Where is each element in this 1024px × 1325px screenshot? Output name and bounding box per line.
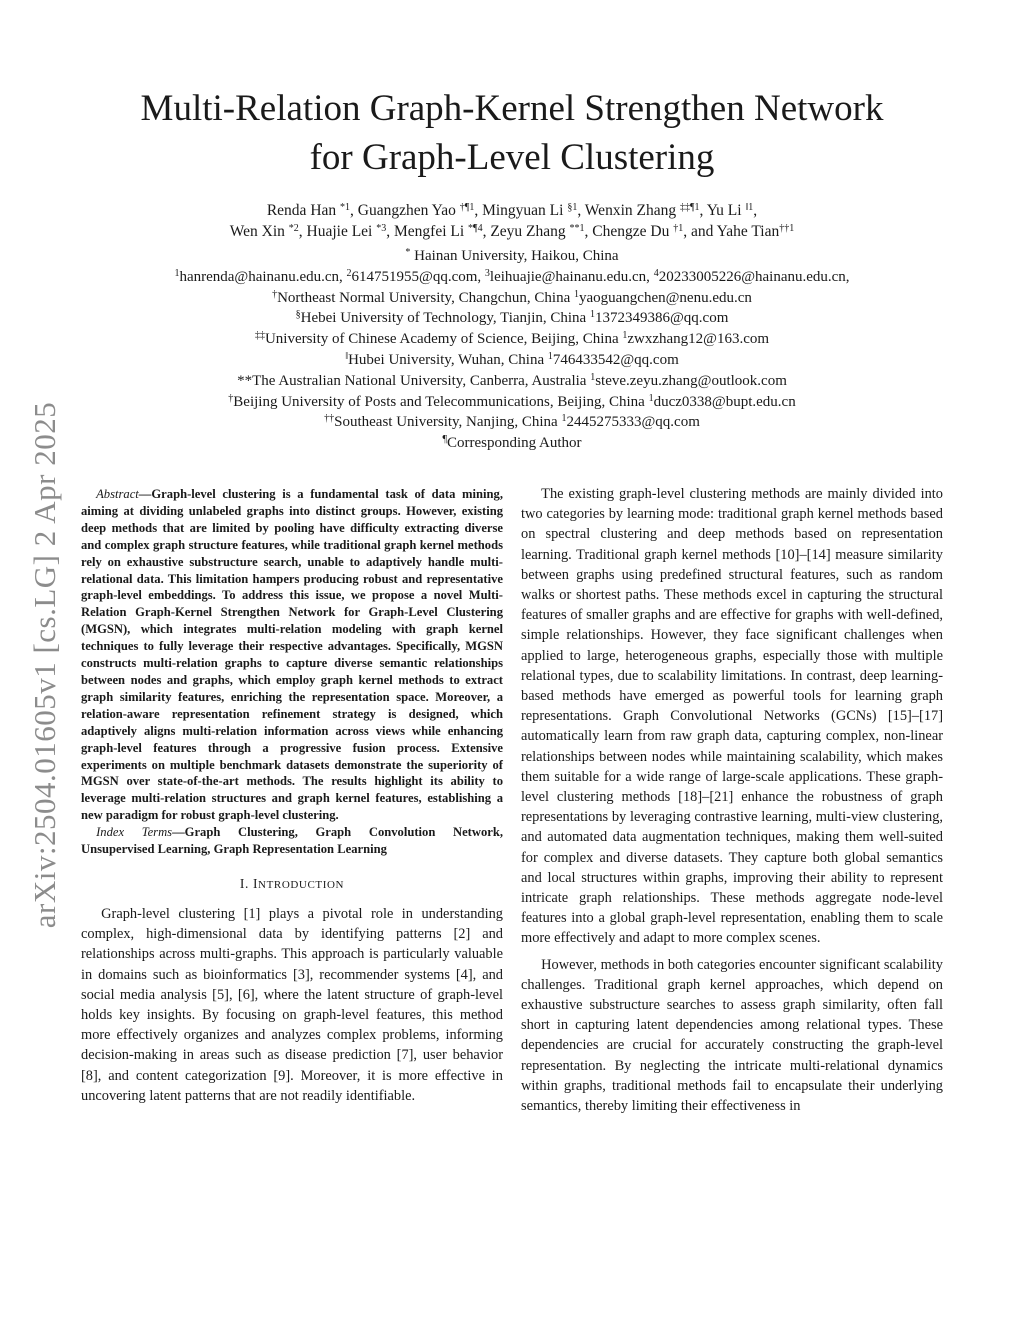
affiliation-text: Southeast University, Nanjing, China — [334, 414, 562, 431]
corresponding-author-note — [80, 433, 944, 454]
author-name: , Mengfei Li — [386, 223, 469, 240]
right-column — [521, 484, 943, 1116]
affiliation-text: Corresponding Author — [446, 435, 582, 452]
email-line-hainan — [80, 267, 944, 288]
email-mark: 1 — [174, 267, 180, 279]
author-mark: *3 — [376, 223, 387, 234]
email-text: yaoguangchen@nenu.edu.cn — [578, 289, 752, 306]
author-mark: *¶4 — [468, 223, 483, 234]
affiliation-text: University of Chinese Academy of Science, Beijing, China — [264, 331, 623, 348]
email-text: 20233005226@hainanu.edu.cn, — [658, 268, 850, 285]
email-text: hanrenda@hainanu.edu.cn, — [179, 268, 347, 285]
author-mark: ††1 — [779, 223, 795, 234]
author-name: , Mingyuan Li — [474, 202, 568, 219]
author-name: Wen Xin — [229, 223, 289, 240]
paper-title-line-1: Multi-Relation Graph-Kernel Strengthen Network — [140, 88, 884, 129]
affiliation-mark: * — [405, 247, 411, 258]
email-mark: 2 — [346, 267, 352, 279]
email-mark: 1 — [547, 350, 553, 362]
affiliation-hubu — [80, 350, 944, 371]
email-mark: 1 — [573, 288, 579, 300]
email-mark: 4 — [653, 267, 659, 279]
author-mark: §1 — [567, 202, 578, 213]
affiliation-mark: ‡‡ — [254, 330, 265, 342]
email-mark: 3 — [484, 267, 490, 279]
index-terms-text: —Graph Clustering, Graph Convolution Network, Unsupervised Learning, Graph Representation Learning — [81, 825, 504, 857]
affiliation-anu — [80, 371, 944, 392]
affiliation-mark: § — [295, 309, 301, 321]
author-mark: ‡‡¶1 — [679, 202, 700, 213]
email-text: 746433542@qq.com — [552, 351, 679, 368]
affiliation-seu — [80, 412, 944, 433]
affiliation-list — [80, 246, 944, 454]
author-separator: , — [753, 202, 758, 219]
section-heading-introduction — [81, 876, 503, 892]
affiliation-hebut — [80, 308, 944, 329]
affiliation-mark: † — [272, 288, 278, 300]
abstract — [81, 486, 503, 824]
author-mark: *1 — [340, 202, 351, 213]
email-mark: 1 — [622, 330, 628, 342]
affiliation-mark: †† — [324, 413, 335, 425]
author-line-2 — [80, 221, 944, 242]
paper-title — [80, 84, 944, 182]
author-name: Renda Han — [266, 202, 341, 219]
paper-title-line-2: for Graph-Level Clustering — [309, 137, 715, 178]
author-name: , Yu Li — [699, 202, 746, 219]
author-name: , Chengze Du — [584, 223, 674, 240]
author-mark: †1 — [673, 223, 684, 234]
affiliation-text: Hubei University, Wuhan, China — [348, 351, 548, 368]
affiliation-ucas — [80, 329, 944, 350]
email-text: 1372349386@qq.com — [594, 310, 729, 327]
abstract-text: —Graph-level clustering is a fundamental task of data mining, aiming at dividing unlabeled graphs into distinct groups. However, existing deep methods that are limited by pooling have difficulty extracting diverse and complex graph structure features, while traditional graph kernel methods rely on exhaustive substructure search, unable to adaptively handle multi-relational data. This limitation hampers producing robust and representative graph-level embeddings. To address this issue, we propose a novel Multi-Relation Graph-Kernel Strengthen Network for Graph-Level Clustering (MGSN), which integrates multi-relation modeling with graph kernel techniques to fully leverage their respective advantages. Specifically, MGSN constructs multi-relation graphs to capture diverse semantic relationships between nodes and graphs, which employ graph kernel methods to extract graph similarity features, enriching the representation space. Moreover, a relation-aware representation refinement strategy is designed, which adaptively aligns multi-relation information across views while enhancing graph-level features through a progressive fusion process. Extensive experiments on multiple benchmark datasets demonstrate the superiority of MGSN over state-of-the-art methods. The results highlight its ability to leverage multi-relation structures and graph kernel features, establishing a new paradigm for robust graph-level clustering. — [81, 487, 503, 823]
email-text: steve.zeyu.zhang@outlook.com — [595, 372, 787, 389]
abstract-label: Abstract — [96, 487, 139, 501]
affiliation-text: Hebei University of Technology, Tianjin, China — [300, 310, 590, 327]
intro-paragraph-2: The existing graph-level clustering methods are mainly divided into two categories by learning mode: traditional graph kernel methods based on spectral clustering and deep methods based on representation learning. Traditional graph kernel methods [10]–[14] measure similarity between graphs using predefined structural features, such as random walks or shortest paths. These methods excel in capturing the structural features of smaller graphs and are effective for graphs with well-defined, simple relationships. However, they face significant challenges when applied to large, heterogeneous graphs, especially those with multiple relational types, due to scalability limitations. In contrast, deep learning-based methods have emerged as powerful tools for learning graph representations. Graph Convolutional Networks (GCNs) [15]–[17] automatically learn from raw graph data, capturing complex, non-linear relationships between nodes while maintaining scalability, which makes them suitable for a wide range of large-scale applications. These graph-level clustering methods [18]–[21] enhance the robustness of graph representations by leveraging contrastive learning, multi-view clustering, and automated data augmentation techniques, making them well-suited for complex and diverse datasets. They capture both global semantics and local structures within graphs, improving their ability to represent intricate graph relationships. These methods aggregate node-level features into a global graph-level representation, enabling them to scale more effectively and adapt to more complex scenes. — [521, 486, 943, 947]
author-mark: ‖1 — [745, 202, 754, 213]
affiliation-hainan — [80, 246, 944, 267]
section-title-rest: NTRODUCTION — [258, 878, 345, 891]
email-text: leihuajie@hainanu.edu.cn, — [489, 268, 654, 285]
author-mark: **1 — [569, 223, 585, 234]
intro-paragraph-3: However, methods in both categories encounter significant scalability challenges. Traditional graph kernel approaches, which depend on exhaustive substructure searches to assess graph similarity, often fall short in capturing latent dependencies among relational types. These dependencies are crucial for accurately constructing the graph-level representation. By neglecting the intricate multi-relational dynamics within graphs, traditional methods fail to encapsulate their underlying semantics, thereby limiting their effectiveness in — [521, 956, 943, 1115]
author-name: , and Yahe Tian — [683, 223, 780, 240]
author-line-1 — [80, 200, 944, 221]
email-mark: 1 — [590, 371, 596, 383]
affiliation-text: The Australian National University, Canberra, Australia — [252, 372, 591, 389]
affiliation-mark: ‖ — [345, 350, 349, 362]
affiliation-mark: † — [228, 392, 234, 404]
author-name: , Zeyu Zhang — [482, 223, 570, 240]
affiliation-text: Beijing University of Posts and Telecommunications, Beijing, China — [233, 393, 649, 410]
author-list — [80, 200, 944, 242]
author-name: , Guangzhen Yao — [350, 202, 460, 219]
email-mark: 1 — [589, 309, 595, 321]
email-text: zwxzhang12@163.com — [627, 331, 770, 348]
author-mark: *2 — [288, 223, 299, 234]
email-mark: 1 — [561, 413, 567, 425]
author-mark: †¶1 — [459, 202, 475, 213]
email-text: 2445275333@qq.com — [566, 414, 700, 431]
affiliation-text: Hainan University, Haikou, China — [410, 248, 619, 264]
section-numeral: I. — [239, 875, 253, 891]
affiliation-mark: ** — [237, 372, 253, 389]
section-title-initial: I — [252, 875, 259, 891]
email-text: ducz0338@bupt.edu.cn — [653, 393, 796, 410]
author-name: , Huajie Lei — [298, 223, 377, 240]
affiliation-nenu — [80, 288, 944, 309]
email-mark: 1 — [648, 392, 654, 404]
affiliation-mark: ¶ — [442, 434, 447, 446]
left-column — [81, 486, 503, 1106]
index-terms — [81, 824, 503, 858]
index-terms-label: Index Terms — [96, 825, 173, 840]
affiliation-bupt — [80, 392, 944, 413]
author-name: , Wenxin Zhang — [577, 202, 680, 219]
intro-paragraph-1: Graph-level clustering [1] plays a pivotal role in understanding complex, high-dimensional data by identifying patterns [2] and relationships across multi-graphs. This approach is particularly valuable in domains such as bioinformatics [3], recommender systems [4], and social media analysis [5], [6], where the latent structure of graph-level holds key insights. By focusing on graph-level features, this method more effectively organizes and analyzes complex problems, informing decision-making in areas such as disease prediction [7], user behavior [8], and content categorization [9]. Moreover, it is more effective in uncovering latent patterns that are not readily identifiable. — [81, 905, 503, 1104]
email-text: 614751955@qq.com, — [351, 268, 485, 285]
arxiv-identifier — [26, 370, 64, 960]
arxiv-identifier-text: arXiv:2504.01605v1 [cs.LG] 2 Apr 2025 — [27, 401, 62, 929]
affiliation-text: Northeast Normal University, Changchun, China — [277, 289, 574, 306]
